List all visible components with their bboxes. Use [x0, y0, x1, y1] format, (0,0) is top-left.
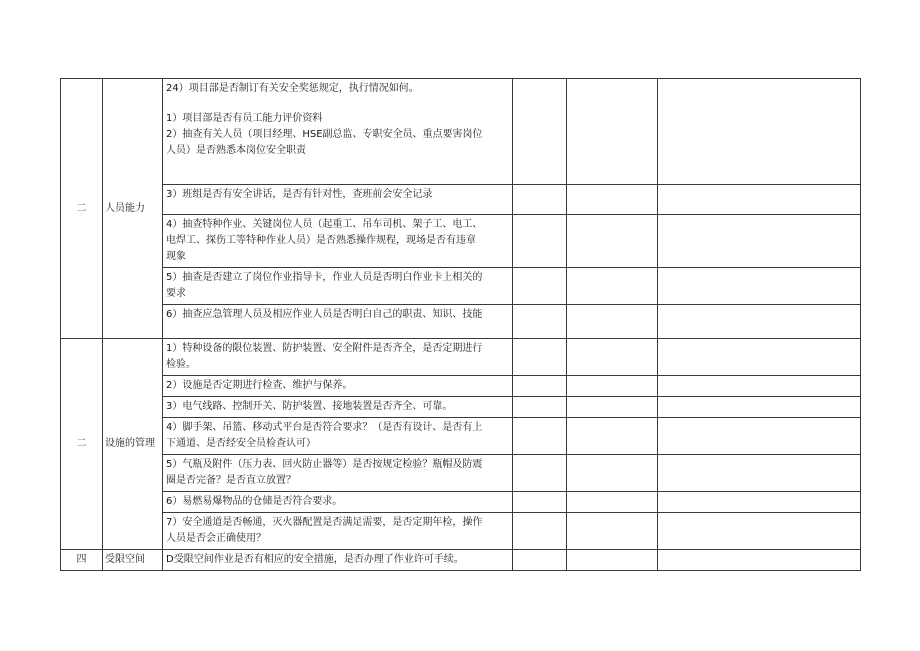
result-cell[interactable] — [513, 455, 567, 492]
remarks-cell[interactable] — [658, 339, 861, 376]
check-item-line: 1）特种设备的限位装置、防护装置、安全附件是否齐全，是否定期进行 — [166, 343, 483, 354]
table-row — [61, 550, 861, 571]
table-row — [61, 376, 861, 397]
remarks-cell[interactable] — [658, 268, 861, 305]
check-item-line: 电焊工、探伤工等特种作业人员）是否熟悉操作规程，现场是否有违章 — [166, 235, 476, 246]
remarks-cell[interactable] — [658, 550, 861, 571]
remarks-cell[interactable] — [658, 418, 861, 455]
spacer — [166, 97, 509, 111]
result-cell[interactable] — [513, 376, 567, 397]
section-number: 二 — [61, 339, 103, 550]
check-item-line: 3）电气线路、控制开关、防护装置、接地装置是否齐全、可靠。 — [166, 401, 453, 412]
result-cell[interactable] — [513, 339, 567, 376]
check-item-line: 下通道、是否经安全员检查认可） — [166, 438, 316, 449]
result-cell[interactable] — [513, 79, 567, 185]
check-item — [163, 268, 513, 305]
score-cell[interactable] — [567, 455, 658, 492]
remarks-cell[interactable] — [658, 513, 861, 550]
check-item-line: 1）项目部是否有员工能力评价资料 — [166, 113, 323, 124]
table-row — [61, 455, 861, 492]
check-item-line: 检验。 — [166, 359, 196, 370]
remarks-cell[interactable] — [658, 215, 861, 268]
check-item — [163, 215, 513, 268]
remarks-cell[interactable] — [658, 397, 861, 418]
check-item-line: 2）设施是否定期进行检查、维护与保养。 — [166, 380, 353, 391]
result-cell[interactable] — [513, 513, 567, 550]
check-item-line: 6）抽查应急管理人员及相应作业人员是否明白自己的职责、知识、技能 — [166, 309, 483, 320]
check-item-line: 5）抽查是否建立了岗位作业指导卡，作业人员是否明白作业卡上相关的 — [166, 272, 483, 283]
check-item-line: 人员是否会正确使用？ — [166, 533, 266, 544]
check-item-line: 人员）是否熟悉本岗位安全职责 — [166, 145, 306, 156]
score-cell[interactable] — [567, 418, 658, 455]
score-cell[interactable] — [567, 513, 658, 550]
check-item — [163, 305, 513, 339]
score-cell[interactable] — [567, 268, 658, 305]
check-item-line: 圈是否完备？是否直立放置？ — [166, 475, 296, 486]
check-item — [163, 79, 513, 185]
remarks-cell[interactable] — [658, 79, 861, 185]
table-row — [61, 418, 861, 455]
check-item — [163, 339, 513, 376]
remarks-cell[interactable] — [658, 185, 861, 215]
check-item — [163, 550, 513, 571]
section-category: 设施的管理 — [103, 339, 163, 550]
check-item — [163, 455, 513, 492]
check-item-line: 2）抽查有关人员（项目经理、HSE副总监、专职安全员、重点要害岗位 — [166, 129, 483, 140]
check-item — [163, 492, 513, 513]
table-row — [61, 185, 861, 215]
check-item — [163, 418, 513, 455]
check-item-line: 7）安全通道是否畅通，灭火器配置是否满足需要，是否定期年检，操作 — [166, 517, 483, 528]
result-cell[interactable] — [513, 185, 567, 215]
result-cell[interactable] — [513, 492, 567, 513]
section-category: 受限空间 — [103, 550, 163, 571]
table-row — [61, 492, 861, 513]
score-cell[interactable] — [567, 185, 658, 215]
score-cell[interactable] — [567, 376, 658, 397]
check-item-line: 6）易燃易爆物品的仓储是否符合要求。 — [166, 496, 343, 507]
check-item — [163, 376, 513, 397]
check-item — [163, 397, 513, 418]
check-item-line: D受限空间作业是否有相应的安全措施，是否办理了作业许可手续。 — [166, 554, 464, 565]
remarks-cell[interactable] — [658, 305, 861, 339]
check-item — [163, 185, 513, 215]
score-cell[interactable] — [567, 339, 658, 376]
check-item-line: 4）抽查特种作业、关键岗位人员（起重工、吊车司机、架子工、电工、 — [166, 219, 483, 230]
result-cell[interactable] — [513, 550, 567, 571]
score-cell[interactable] — [567, 79, 658, 185]
result-cell[interactable] — [513, 418, 567, 455]
result-cell[interactable] — [513, 215, 567, 268]
result-cell[interactable] — [513, 397, 567, 418]
check-item-line: 3）班组是否有安全讲话，是否有针对性，查班前会安全记录 — [166, 189, 433, 200]
score-cell[interactable] — [567, 397, 658, 418]
result-cell[interactable] — [513, 268, 567, 305]
check-item-line: 24）项目部是否制订有关安全奖惩规定，执行情况如何。 — [166, 83, 419, 94]
section-number: 四 — [61, 550, 103, 571]
table-row — [61, 513, 861, 550]
table-row — [61, 397, 861, 418]
score-cell[interactable] — [567, 215, 658, 268]
check-item-line: 现象 — [166, 251, 186, 262]
table-row — [61, 215, 861, 268]
table-row — [61, 305, 861, 339]
remarks-cell[interactable] — [658, 455, 861, 492]
table-row — [61, 268, 861, 305]
remarks-cell[interactable] — [658, 376, 861, 397]
check-item-line: 5）气瓶及附件（压力表、回火防止器等）是否按规定检验？瓶帽及防震 — [166, 459, 483, 470]
table-row — [61, 79, 861, 185]
score-cell[interactable] — [567, 492, 658, 513]
section-number: 二 — [61, 79, 103, 339]
result-cell[interactable] — [513, 305, 567, 339]
score-cell[interactable] — [567, 550, 658, 571]
check-item-line: 要求 — [166, 288, 186, 299]
table-row — [61, 339, 861, 376]
check-item — [163, 513, 513, 550]
section-category: 人员能力 — [103, 79, 163, 339]
remarks-cell[interactable] — [658, 492, 861, 513]
check-item-line: 4）脚手架、吊篮、移动式平台是否符合要求？（是否有设计、是否有上 — [166, 422, 483, 433]
inspection-table — [60, 78, 861, 571]
score-cell[interactable] — [567, 305, 658, 339]
